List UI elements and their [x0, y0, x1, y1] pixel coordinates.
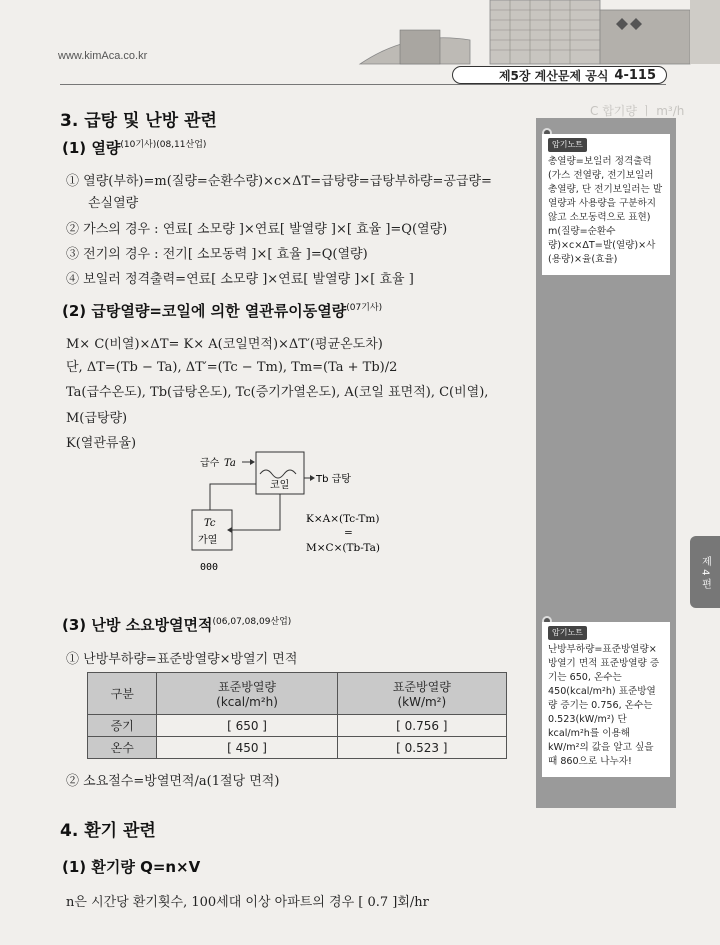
subsection-3-title: [62, 614, 291, 635]
table-row: [88, 715, 507, 737]
heating-item-1: ① 난방부하량=표준방열량×방열기 면적: [66, 652, 298, 667]
table-cell: [ 0.756 ]: [337, 715, 506, 737]
memo-note-2: [542, 622, 670, 777]
table-header-row: [88, 673, 507, 715]
memo-text: 난방부하량=표준방열량×방열기 면적 표준방열량 증기는 650, 온수는 450(kcal/m²h) 표준방열량 증기는 0.756, 온수는 0.523(kW/m²) 단 kcal/m²h를 이용해 kW/m²의 값을 알고 싶을 때 860으로 나누자!: [548, 644, 660, 767]
formula-item-1-cont: 손실열량: [88, 196, 139, 211]
diagram-supply-symbol: Ta: [224, 458, 236, 469]
table-row: [88, 737, 507, 759]
table-cell: [ 650 ]: [157, 715, 337, 737]
section-3-title: 3. 급탕 및 난방 관련: [60, 111, 217, 131]
subsection-2-title: [62, 300, 382, 321]
subsection-2-label: (2) 급탕열량=코일에 의한 열관류이동열량: [62, 302, 347, 320]
page-number: 4-115: [614, 67, 656, 83]
table-header-cell: 구분: [88, 673, 157, 715]
equation-equals: =: [344, 527, 353, 539]
diagram-supply-label: 급수: [200, 458, 220, 469]
formula-item-3: ③ 전기의 경우 : 전기[ 소모동력 ]×[ 효율 ]=Q(열량): [66, 247, 368, 262]
diagram-coil-label: 코일: [270, 480, 290, 491]
formula-item-1: ① 열량(부하)=m(질량=순환수량)×c×ΔT=급탕량=급탕부하량=공급량=: [66, 174, 492, 189]
subsection-1-title: [62, 137, 206, 158]
table-cell: 증기: [88, 715, 157, 737]
formula-line-1: M× C(비열)×ΔT= K× A(코일면적)×ΔT′(평균온도차): [66, 337, 383, 352]
exam-tag: (07기사): [346, 303, 383, 313]
diagram-code: 000: [200, 562, 219, 573]
diagram-equation: [306, 508, 436, 560]
memo-tag: 암기노트: [548, 138, 587, 152]
formula-line-4: M(급탕량): [66, 411, 128, 426]
site-url: www.kimAca.co.kr: [58, 50, 148, 62]
diagram-heater-label: 가열: [198, 535, 218, 546]
diagram-hotwater-label: Tb 급탕: [316, 474, 351, 485]
part-tab[interactable]: 제 4 편: [690, 536, 720, 608]
equation-top: K×A×(Tc-Tm): [306, 513, 380, 525]
table-header-cell: 표준방열량 (kcal/m²h): [157, 673, 337, 715]
formula-line-3: Ta(급수온도), Tb(급탕온도), Tc(증기가열온도), A(코일 표면적), C(비열),: [66, 385, 489, 400]
formula-item-4: ④ 보일러 정격출력=연료[ 소모량 ]×연료[ 발열량 ]×[ 효율 ]: [66, 272, 414, 287]
ventilation-line: n은 시간당 환기횟수, 100세대 이상 아파트의 경우 [ 0.7 ]회/hr: [66, 895, 429, 910]
diagram-heater-symbol: Tc: [204, 518, 216, 529]
chapter-title: 제5장 계산문제 공식: [498, 68, 609, 83]
header-rule: [60, 84, 666, 85]
formula-item-2: ② 가스의 경우 : 연료[ 소모량 ]×연료[ 발열량 ]×[ 효율 ]=Q(열량): [66, 222, 448, 237]
bleed-through: C 합기량 ㅣ m³/h: [590, 104, 685, 118]
equation-bottom: M×C×(Tb-Ta): [306, 542, 380, 554]
table-cell: [ 0.523 ]: [337, 737, 506, 759]
subsection-1-label: (1) 열량: [62, 139, 121, 157]
table-header-cell: 표준방열량 (kW/m²): [337, 673, 506, 715]
formula-line-5: K(열관류율): [66, 436, 137, 451]
section-4-subtitle: (1) 환기량 Q=n×V: [62, 858, 201, 876]
radiator-table: [87, 672, 507, 759]
table-cell: 온수: [88, 737, 157, 759]
memo-tag: 암기노트: [548, 626, 587, 640]
memo-text: 총열량=보일러 정격출력(가스 전열량, 전기보일러 총열량, 단 전기보일러는 발열량과 사용량을 구분하지 않고 소모동력으로 표현) m(질량=순환수량)×c×ΔT=발(열량)×사(용량)×율(효율): [548, 156, 663, 265]
memo-note-1: [542, 134, 670, 275]
table-cell: [ 450 ]: [157, 737, 337, 759]
subsection-3-label: (3) 난방 소요방열면적: [62, 616, 213, 634]
chapter-header: [452, 66, 667, 84]
section-4-title: 4. 환기 관련: [60, 821, 156, 841]
heating-item-2: ② 소요절수=방열면적/a(1절당 면적): [66, 774, 280, 789]
exam-tag: (06,07,08,09산업): [212, 617, 292, 627]
formula-line-2: 단, ΔT=(Tb − Ta), ΔT′=(Tc − Tm), Tm=(Ta + Tb)/2: [66, 360, 398, 375]
exam-tag: (10기사)(08,11산업): [120, 140, 207, 150]
